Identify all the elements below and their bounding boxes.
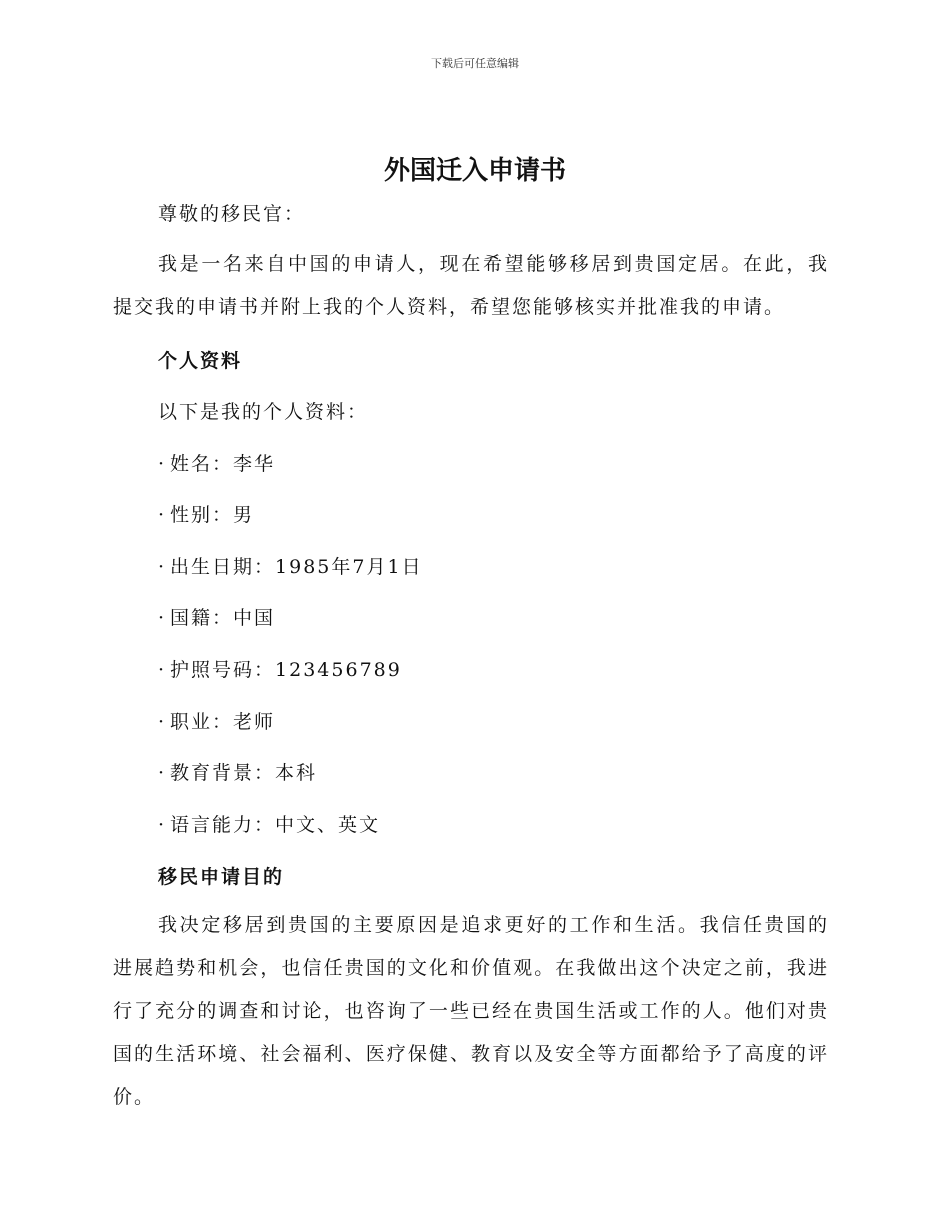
purpose-paragraph: 我决定移居到贵国的主要原因是追求更好的工作和生活。我信任贵国的进展趋势和机会，也信任贵国的文化和价值观。在我做出这个决定之前，我进行了充分的调查和讨论，也咨询了一些已经在贵国生活或工作的人。他们对贵国的生活环境、社会福利、医疗保健、教育以及安全等方面都给予了高度的评价。 bbox=[113, 914, 829, 1108]
list-item bbox=[158, 500, 254, 527]
list-item bbox=[158, 810, 380, 837]
list-item-text: 职业：老师 bbox=[170, 711, 276, 733]
bullet-icon: · bbox=[158, 504, 167, 526]
list-item bbox=[158, 603, 275, 630]
section-heading-purpose: 移民申请目的 bbox=[158, 866, 285, 888]
document-title: 外国迁入申请书 bbox=[383, 156, 566, 186]
list-item bbox=[158, 655, 402, 682]
section-heading-personal-info: 个人资料 bbox=[158, 350, 243, 372]
list-item-text: 性别：男 bbox=[170, 504, 255, 526]
personal-info-lead: 以下是我的个人资料： bbox=[158, 401, 369, 423]
list-item bbox=[158, 449, 275, 476]
list-item bbox=[158, 707, 275, 734]
list-item bbox=[158, 552, 423, 579]
bullet-icon: · bbox=[158, 453, 167, 475]
list-item-text: 国籍：中国 bbox=[170, 607, 276, 629]
bullet-icon: · bbox=[158, 556, 167, 578]
list-item-text: 教育背景：本科 bbox=[170, 762, 318, 784]
bullet-icon: · bbox=[158, 814, 167, 836]
header-note: 下载后可任意编辑 bbox=[431, 57, 519, 70]
list-item-text: 出生日期：1985年7月1日 bbox=[170, 556, 423, 578]
intro-paragraph: 我是一名来自中国的申请人，现在希望能够移居到贵国定居。在此，我提交我的申请书并附上我的个人资料，希望您能够核实并批准我的申请。 bbox=[113, 253, 829, 318]
bullet-icon: · bbox=[158, 711, 167, 733]
bullet-icon: · bbox=[158, 607, 167, 629]
list-item-text: 护照号码：123456789 bbox=[170, 659, 402, 681]
bullet-icon: · bbox=[158, 659, 167, 681]
list-item-text: 姓名：李华 bbox=[170, 453, 276, 475]
list-item bbox=[158, 758, 317, 785]
bullet-icon: · bbox=[158, 762, 167, 784]
list-item-text: 语言能力：中文、英文 bbox=[170, 814, 381, 836]
salutation: 尊敬的移民官： bbox=[158, 203, 306, 225]
